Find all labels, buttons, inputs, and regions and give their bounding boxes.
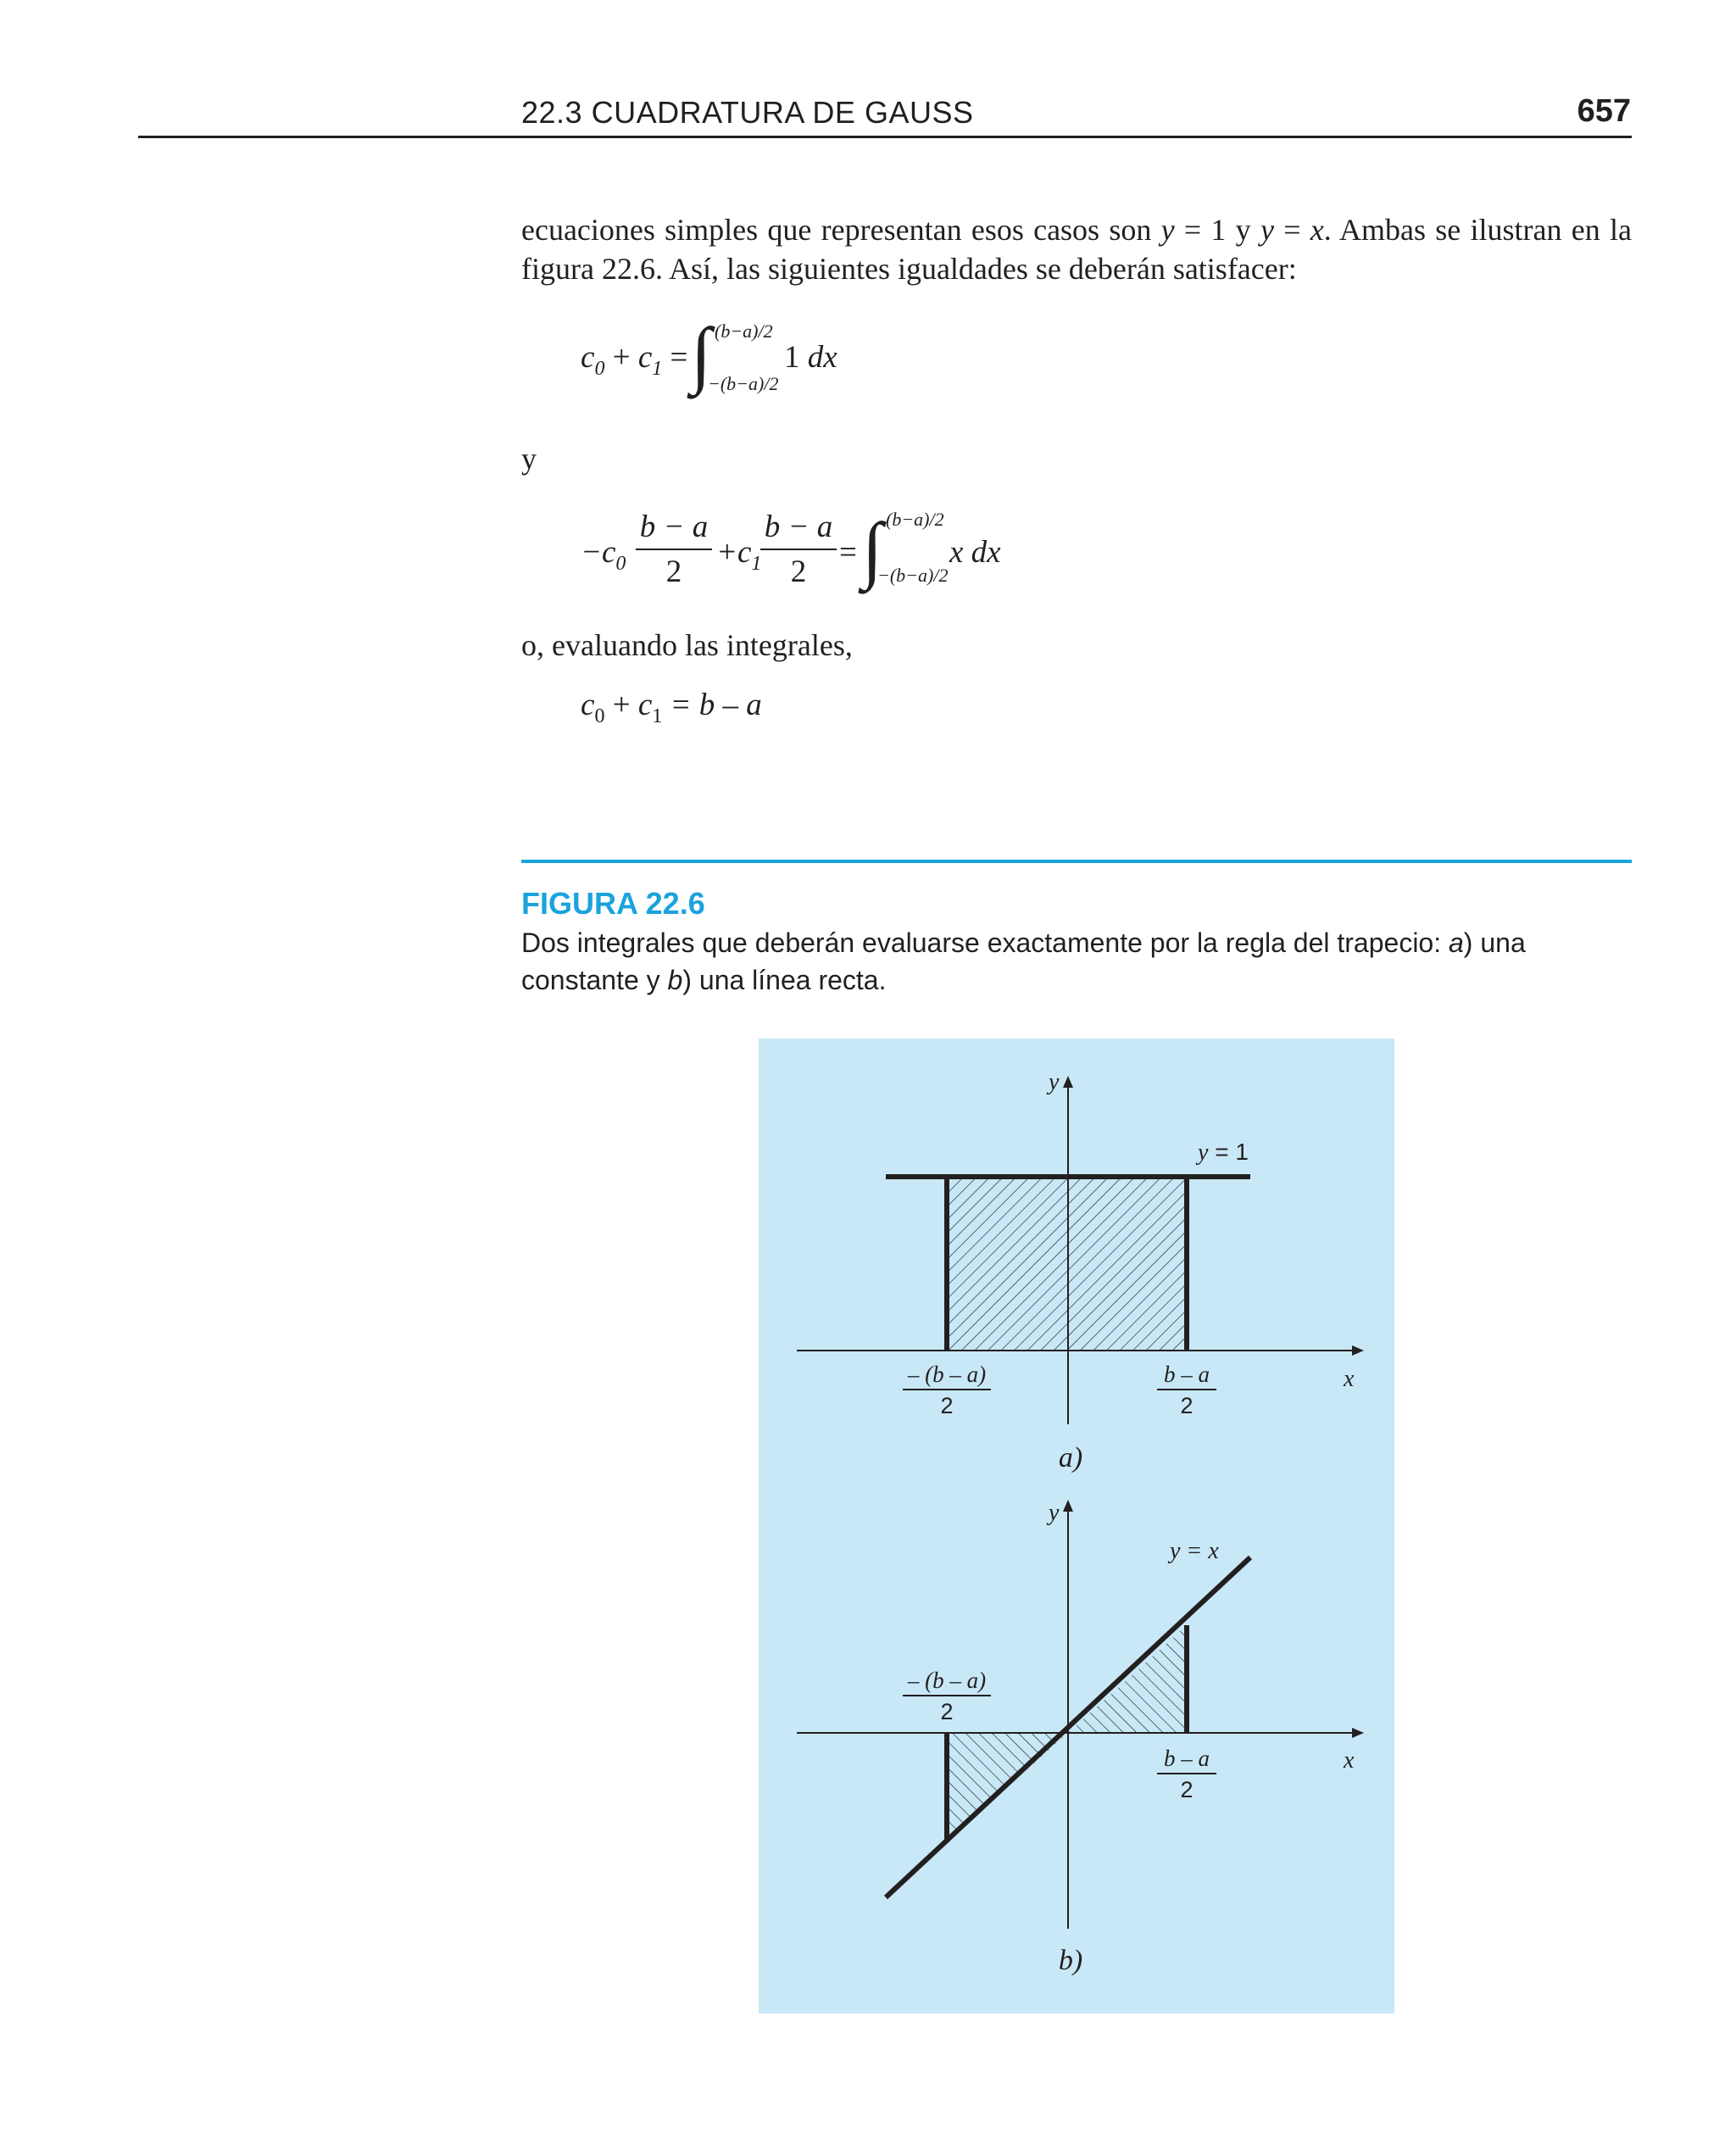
eq-symbol: c [637,340,653,375]
panel-b-y-label: y [1049,1500,1060,1526]
upper-limit: (b−a)/2 [886,509,944,530]
eq-subscript: 1 [751,553,762,575]
caption-rule [521,860,1632,863]
body-paragraph [521,210,1632,288]
panel-a-right-limit-num: b – a [1164,1362,1210,1387]
lower-limit: −(b−a)/2 [708,373,779,394]
panel-a-x-label: x [1344,1366,1355,1392]
fraction-denominator: 2 [790,554,807,589]
panel-b-function-label: y = x [1170,1538,1219,1564]
fraction-bar [760,549,837,550]
eq-symbol: c [581,688,595,722]
panel-b-right-limit-den: 2 [1180,1777,1194,1802]
lower-limit: −(b−a)/2 [877,565,949,586]
fraction-numerator: b − a [639,510,709,544]
caption-run: a [1449,927,1464,958]
text-run: x [1310,213,1324,247]
panel-a-x-arrow [1352,1345,1364,1356]
panel-b [797,1500,1364,1976]
text-run: = [1273,213,1310,247]
panel-b-left-limit-num: – (b – a) [907,1668,987,1693]
text-run: y [1260,213,1274,247]
panel-b-caption-label: b) [1058,1945,1083,1976]
caption-run: Dos integrales que deberán evaluarse exactamente por la regla del trapecio: [521,927,1449,958]
text-run: . Ambas se ilustran en la figura 22.6. Así, las siguientes igualdades se deberán satisfacer: [521,213,1632,286]
panel-a [797,1069,1364,1473]
eq-symbol: −c [581,535,616,570]
eq-subscript: 1 [652,705,663,727]
fraction [636,509,712,590]
connector-text: o, evaluando las integrales, [521,628,853,662]
panel-b-right-limit-num: b – a [1164,1746,1210,1771]
eq-subscript: 0 [594,705,605,727]
text-run: y [1160,213,1175,247]
page-number: 657 [1577,93,1631,129]
figure-panel [759,1039,1394,2014]
eq-operator: + [604,688,638,722]
figure-label: FIGURA 22.6 [521,886,705,921]
equation-1 [581,314,920,407]
upper-limit: (b−a)/2 [715,320,773,342]
caption-run: ) una línea recta. [682,965,887,995]
eq-operator: = [662,340,688,375]
eq-subscript: 0 [615,553,626,575]
figure-svg [759,1039,1394,2014]
eq-symbol: +c [716,535,752,570]
caption-run: ) una constante y [521,927,1526,995]
integrand: 1 [784,340,808,375]
panel-a-function-label [1195,1139,1249,1166]
fraction-denominator: 2 [665,554,682,589]
equation-3 [581,687,762,727]
label-run: y [1198,1139,1209,1166]
fraction-numerator: b − a [764,510,833,544]
panel-b-x-arrow [1352,1728,1364,1738]
differential: dx [807,340,837,375]
integral-sign: ∫ [691,314,712,396]
label-run: = 1 [1208,1139,1249,1165]
text-run: ecuaciones simples que representan esos casos son [521,213,1161,247]
panel-b-y-arrow [1063,1500,1073,1512]
connector-text: y [521,442,537,476]
integrand: x dx [949,535,1001,570]
eq-rhs: = b – a [662,688,762,722]
integral-sign: ∫ [862,509,883,591]
fraction [760,509,837,590]
panel-a-right-limit-den: 2 [1180,1393,1194,1418]
panel-a-caption-label: a) [1058,1442,1083,1473]
panel-a-shaded-area [947,1177,1187,1351]
equation-2 [581,509,1055,593]
panel-a-y-label: y [1049,1069,1060,1095]
panel-b-x-label: x [1344,1747,1355,1774]
figure-caption [521,924,1615,999]
header-rule [138,136,1632,138]
eq-symbol: c [637,688,653,722]
eq-symbol: c [581,340,595,375]
panel-a-y-arrow [1063,1076,1073,1088]
panel-a-left-limit-num: – (b – a) [907,1362,987,1387]
eq-operator: + [604,340,638,375]
caption-run: b [667,965,683,995]
running-header-section: 22.3 CUADRATURA DE GAUSS [521,95,974,130]
panel-b-left-limit-den: 2 [940,1699,954,1724]
eq-subscript: 1 [652,358,663,380]
panel-a-left-limit-den: 2 [940,1393,954,1418]
eq-operator: = [839,535,857,570]
eq-subscript: 0 [594,358,605,380]
text-run: = 1 y [1174,213,1260,247]
panel-b-shaded-positive [1068,1625,1187,1733]
fraction-bar [636,549,712,550]
